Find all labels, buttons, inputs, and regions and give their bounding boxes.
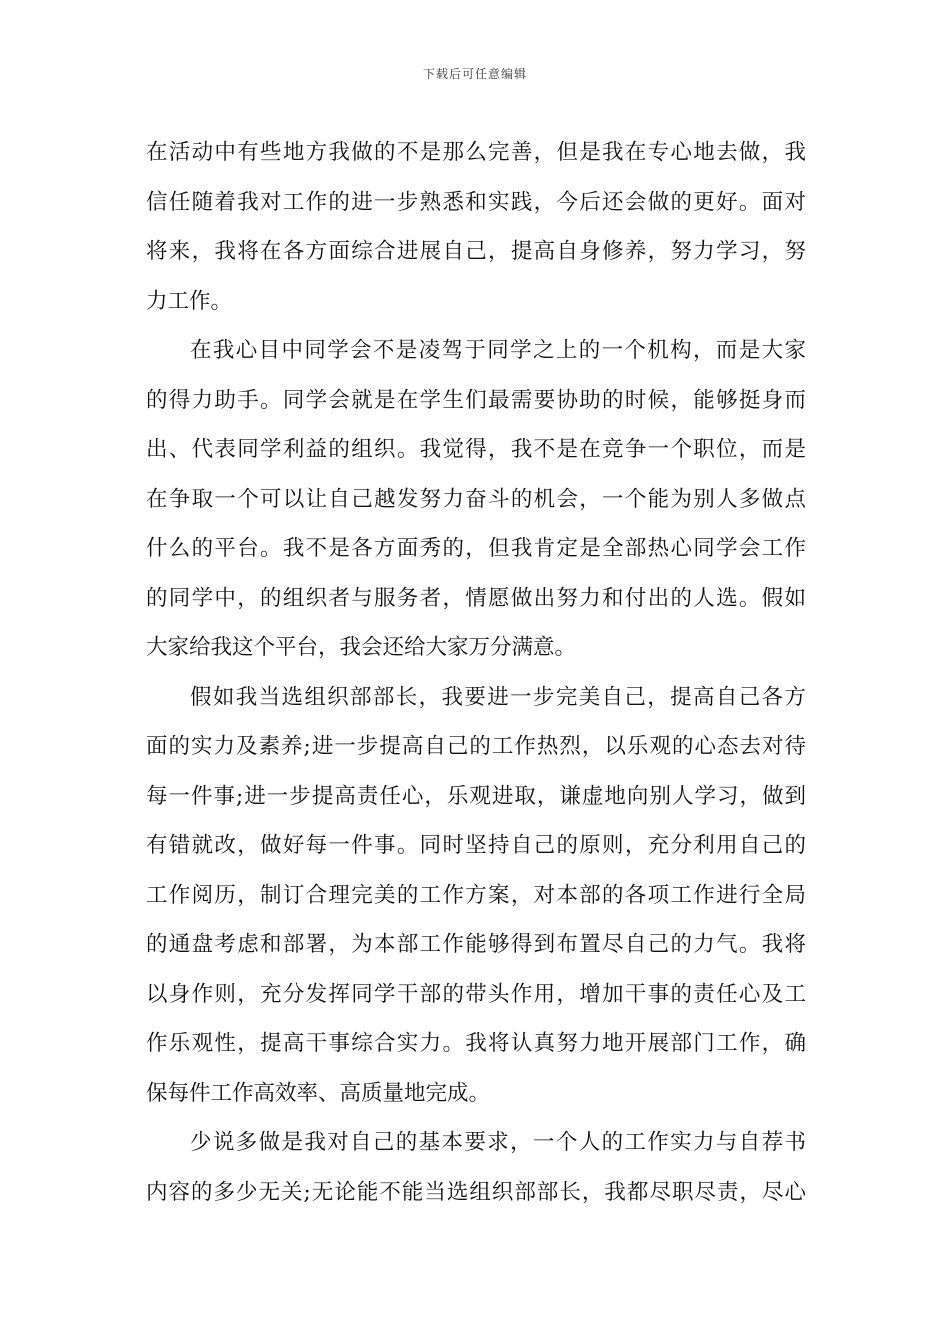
text-line: 大家给我这个平台，我会还给大家万分满意。 <box>146 635 577 660</box>
text-line: 的得力助手。同学会就是在学生们最需要协助的时候，能够挺身而 <box>146 387 806 413</box>
text-line: 将来，我将在各方面综合进展自己，提高自身修养，努力学习，努 <box>146 239 806 264</box>
text-line: 面的实力及素养;进一步提高自己的工作热烈，以乐观的心态去对待 <box>146 734 806 759</box>
page-header: 下载后可任意编辑 <box>422 67 527 81</box>
text-line: 什么的平台。我不是各方面秀的，但我肯定是全部热心同学会工作 <box>146 536 806 561</box>
text-line: 出、代表同学利益的组织。我觉得，我不是在竞争一个职位，而是 <box>146 437 806 462</box>
text-line: 少说多做是我对自己的基本要求，一个人的工作实力与自荐书 <box>190 1130 806 1155</box>
text-line: 的同学中，的组织者与服务者，情愿做出努力和付出的人选。假如 <box>146 585 806 611</box>
text-line: 工作阅历，制订合理完美的工作方案，对本部的各项工作进行全局 <box>146 882 806 908</box>
text-line: 信任随着我对工作的进一步熟悉和实践，今后还会做的更好。面对 <box>146 189 806 215</box>
text-line: 在我心目中同学会不是凌驾于同学之上的一个机构，而是大家 <box>190 338 806 363</box>
text-line: 每一件事;进一步提高责任心，乐观进取，谦虚地向别人学习，做到 <box>146 783 806 809</box>
text-line: 有错就改，做好每一件事。同时坚持自己的原则，充分利用自己的 <box>146 833 806 858</box>
text-line: 的通盘考虑和部署，为本部工作能够得到布置尽自己的力气。我将 <box>146 932 806 957</box>
text-line: 以身作则，充分发挥同学干部的带头作用，增加干事的责任心及工 <box>146 981 806 1007</box>
text-line: 保每件工作高效率、高质量地完成。 <box>146 1080 491 1106</box>
document-body <box>146 128 806 1217</box>
text-line: 在争取一个可以让自己越发努力奋斗的机会，一个能为别人多做点 <box>146 486 806 512</box>
text-line: 假如我当选组织部部长，我要进一步完美自己，提高自己各方 <box>190 684 806 710</box>
text-line: 内容的多少无关;无论能不能当选组织部部长，我都尽职尽责，尽心 <box>146 1179 806 1205</box>
text-line: 在活动中有些地方我做的不是那么完善，但是我在专心地去做，我 <box>146 140 806 165</box>
text-line: 作乐观性，提高干事综合实力。我将认真努力地开展部门工作，确 <box>146 1031 806 1056</box>
text-line: 力工作。 <box>146 288 233 314</box>
